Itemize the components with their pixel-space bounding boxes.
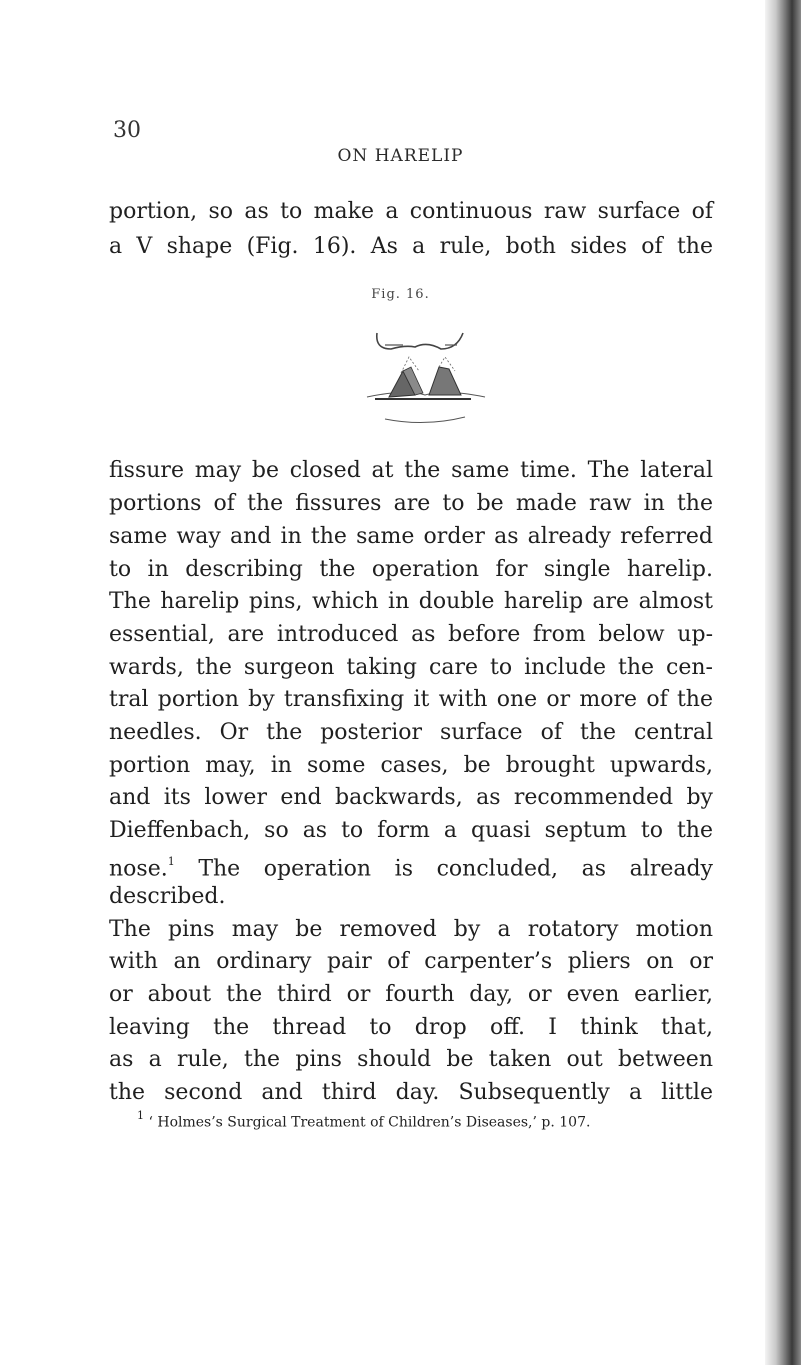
text-line: essential, are introduced as before from below up-	[109, 622, 713, 647]
text-fragment: The operation is concluded, as already	[198, 856, 713, 882]
text-line: fissure may be closed at the same time. The lateral	[109, 458, 713, 483]
page-number: 30	[113, 118, 141, 143]
footnote-marker: 1	[137, 1109, 144, 1122]
text-fragment: nose.	[109, 856, 168, 882]
running-head: ON HARELIP	[337, 146, 464, 166]
harelip-diagram	[345, 311, 505, 441]
text-line: Dieffenbach, so as to form a quasi septum to the	[109, 818, 713, 843]
figure-caption: Fig. 16.	[371, 287, 430, 302]
text-line	[109, 848, 713, 885]
text-line: The pins may be removed by a rotatory motion	[109, 917, 713, 942]
text-line: tral portion by transfixing it with one or more of the	[109, 687, 713, 712]
page-edge-shadow	[765, 0, 801, 1365]
text-line: needles. Or the posterior surface of the central	[109, 720, 713, 745]
text-line: the second and third day. Subsequently a little	[109, 1080, 713, 1105]
text-line: to in describing the operation for single harelip.	[109, 557, 713, 582]
text-line: described.	[109, 884, 226, 909]
text-line: same way and in the same order as already referred	[109, 524, 713, 549]
footnote-text: ‘ Holmes’s Surgical Treatment of Children’s Diseases,’ p. 107.	[148, 1114, 591, 1131]
footnote	[137, 1111, 590, 1131]
text-line: The harelip pins, which in double harelip are almost	[109, 589, 713, 614]
footnote-reference[interactable]: 1	[167, 855, 175, 868]
text-line: leaving the thread to drop off. I think that,	[109, 1015, 713, 1040]
text-line: portion may, in some cases, be brought upwards,	[109, 753, 713, 778]
text-line: portion, so as to make a continuous raw surface of	[109, 199, 713, 224]
text-line: wards, the surgeon taking care to include the cen-	[109, 655, 713, 680]
text-line: with an ordinary pair of carpenter’s pliers on or	[109, 949, 713, 974]
text-line: as a rule, the pins should be taken out between	[109, 1047, 713, 1072]
text-line: a V shape (Fig. 16). As a rule, both sides of the	[109, 234, 713, 259]
text-line: portions of the fissures are to be made raw in the	[109, 491, 713, 516]
text-line: and its lower end backwards, as recommended by	[109, 785, 713, 810]
text-line: or about the third or fourth day, or even earlier,	[109, 982, 713, 1007]
